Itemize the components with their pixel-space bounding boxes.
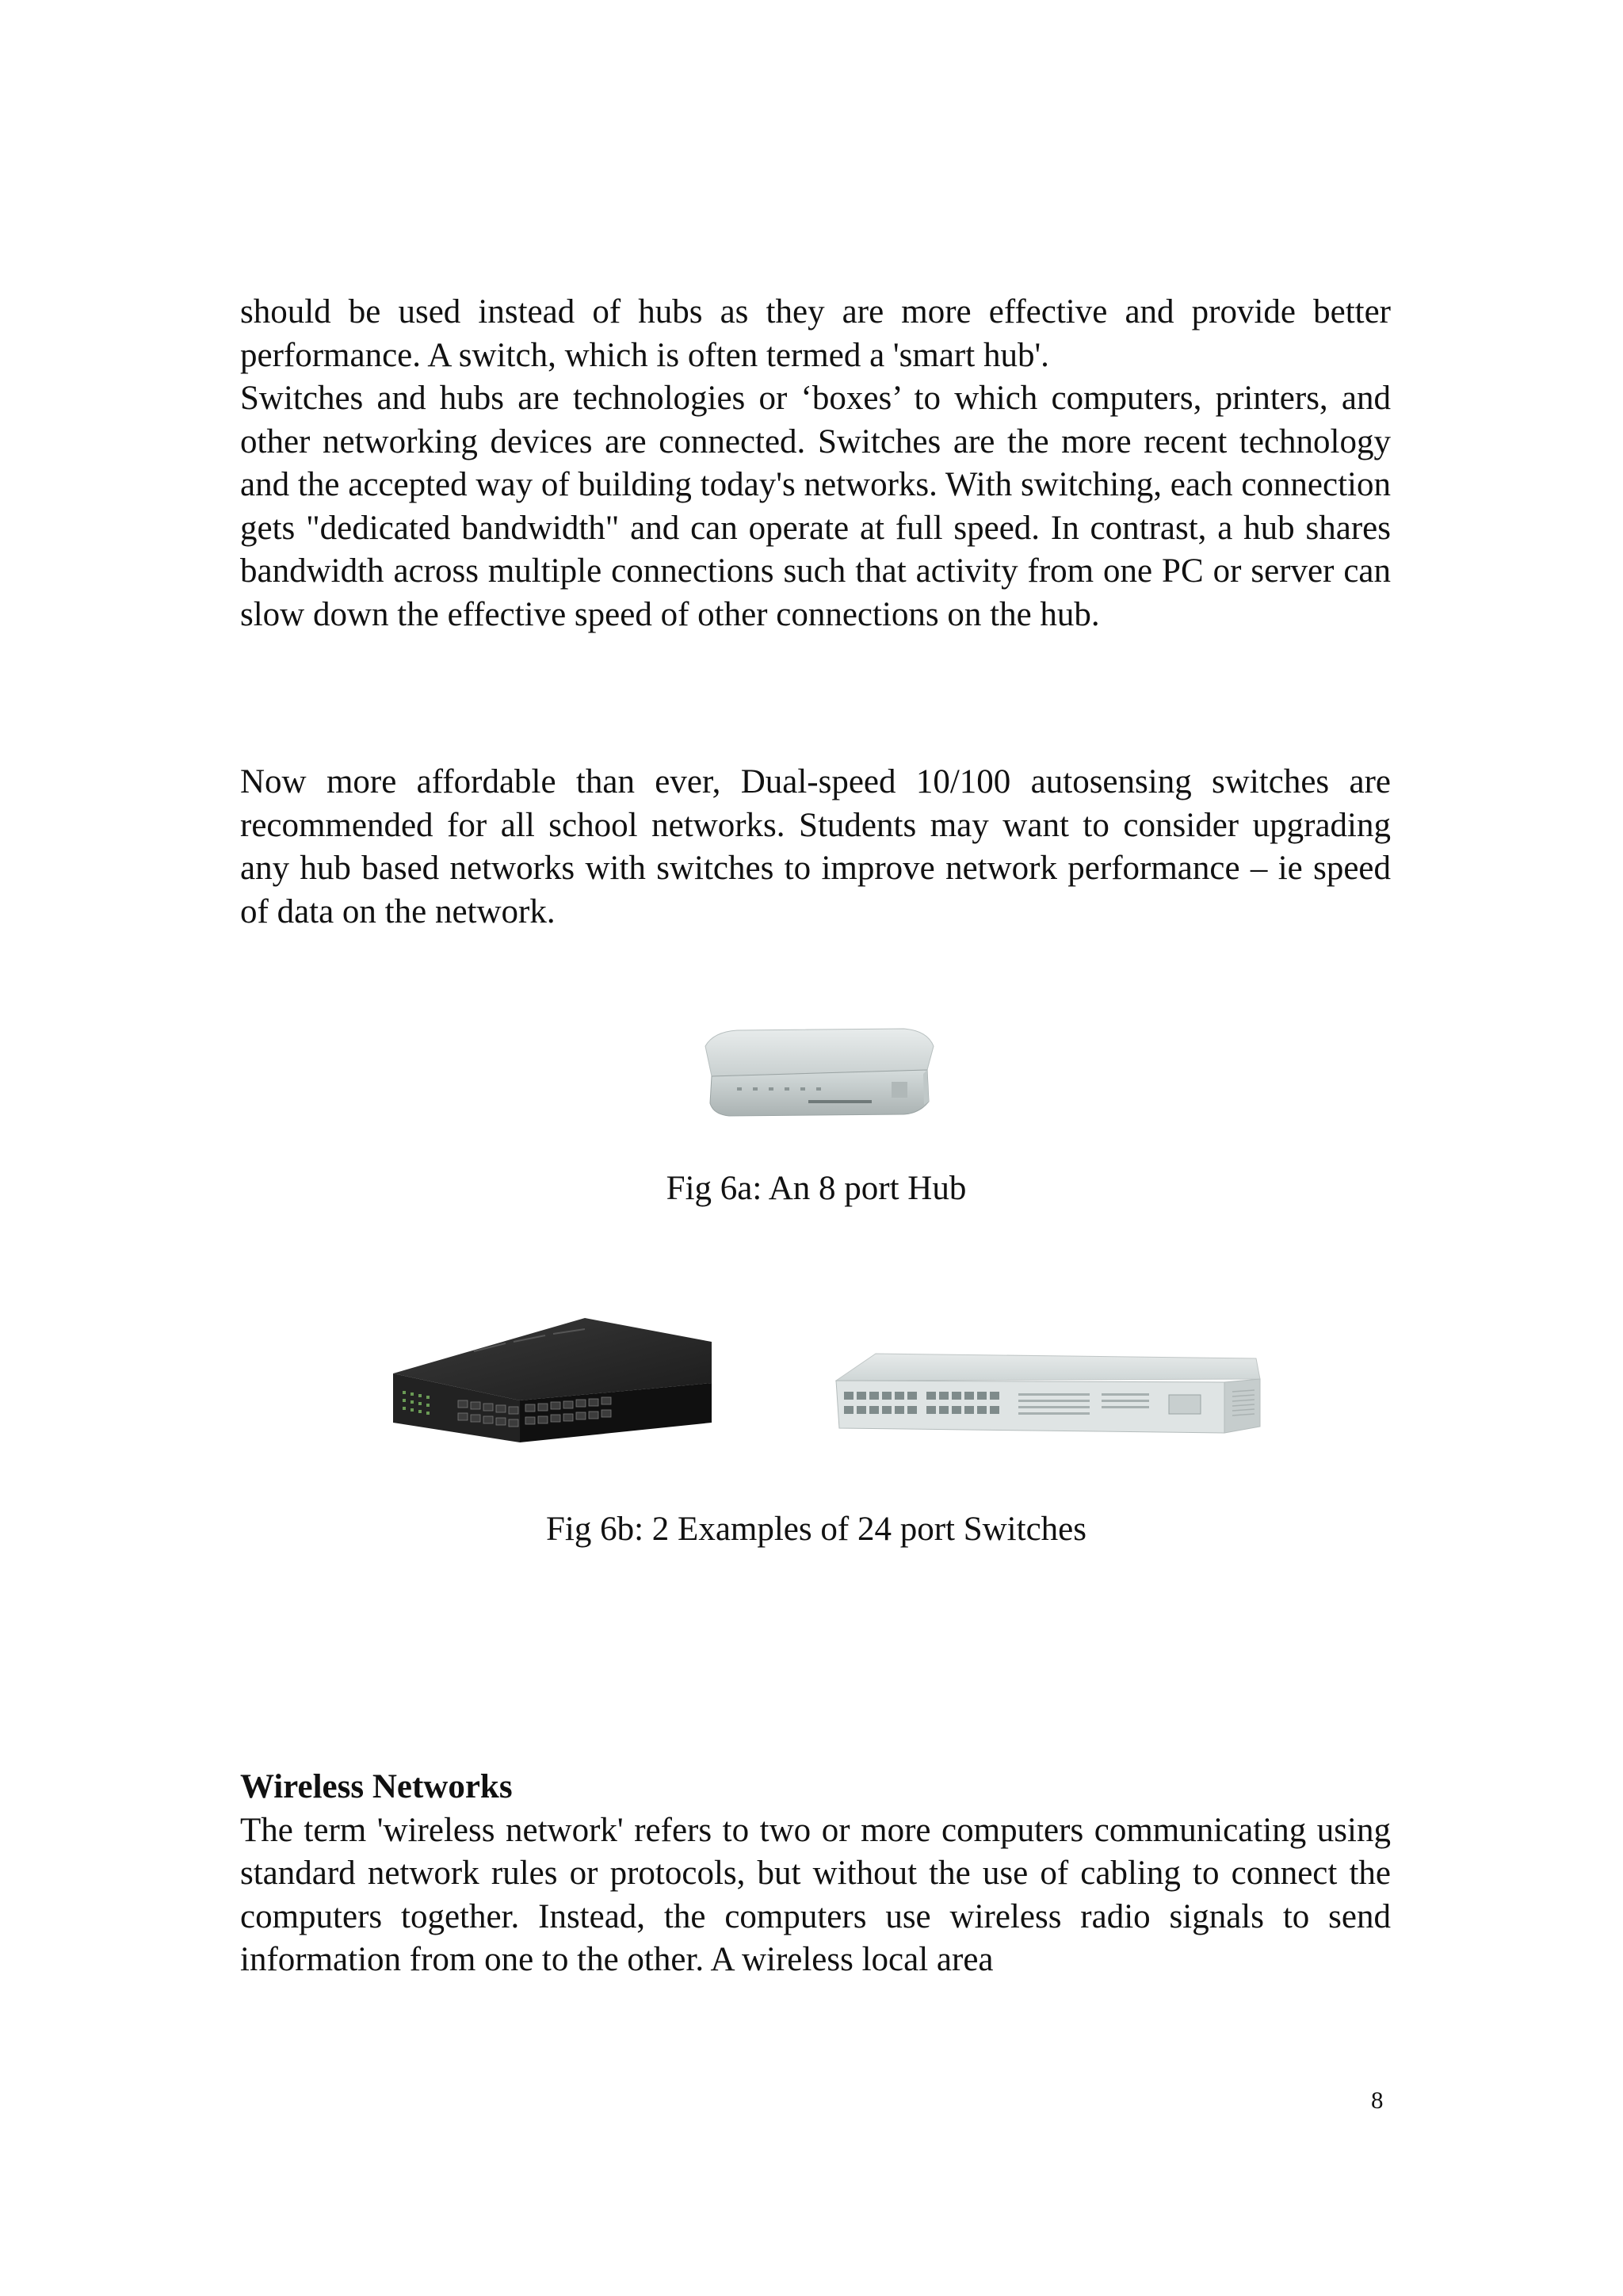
page-number: 8	[1371, 2086, 1384, 2114]
figure-caption-hub: Fig 6a: An 8 port Hub	[666, 1170, 967, 1207]
figure-caption-switches: Fig 6b: 2 Examples of 24 port Switches	[546, 1511, 1086, 1548]
paragraph-switches-hubs: Switches and hubs are technologies or ‘boxes’ to which computers, printers, and other networking devices are connected. Switches are the more recent technology and the accepted way of building today's networks. With switching, each connection gets "dedicated bandwidth" and can operate at full speed. In contrast, a hub shares bandwidth across multiple connections such that activity from one PC or server can slow down the effective speed of other connections on the hub.	[240, 380, 1391, 633]
body-paragraph-recommendation: Now more affordable than ever, Dual-speed 10/100 autosensing switches are recommended for all school networks. Students may want to consider upgrading any hub based networks with switches to improve network performance – ie speed of data on the network.	[240, 763, 1391, 930]
paragraph-line-intro: should be used instead of hubs as they are more effective and provide better performance. A switch, which is often termed a 'smart hub'.	[240, 293, 1391, 374]
wireless-section	[240, 1766, 1391, 1982]
grey-switch-image	[828, 1347, 1272, 1454]
wireless-paragraph: The term 'wireless network' refers to two or more computers communicating using standard network rules or protocols, but without the use of cabling to connect the computers together. Instead, the computers use wireless radio signals to send information from one to the other. A wireless local area	[240, 1811, 1391, 1978]
hub-image	[689, 1014, 943, 1133]
body-paragraph-switches	[240, 291, 1391, 636]
section-heading-wireless: Wireless Networks	[240, 1768, 513, 1805]
black-switch-image	[387, 1304, 720, 1462]
